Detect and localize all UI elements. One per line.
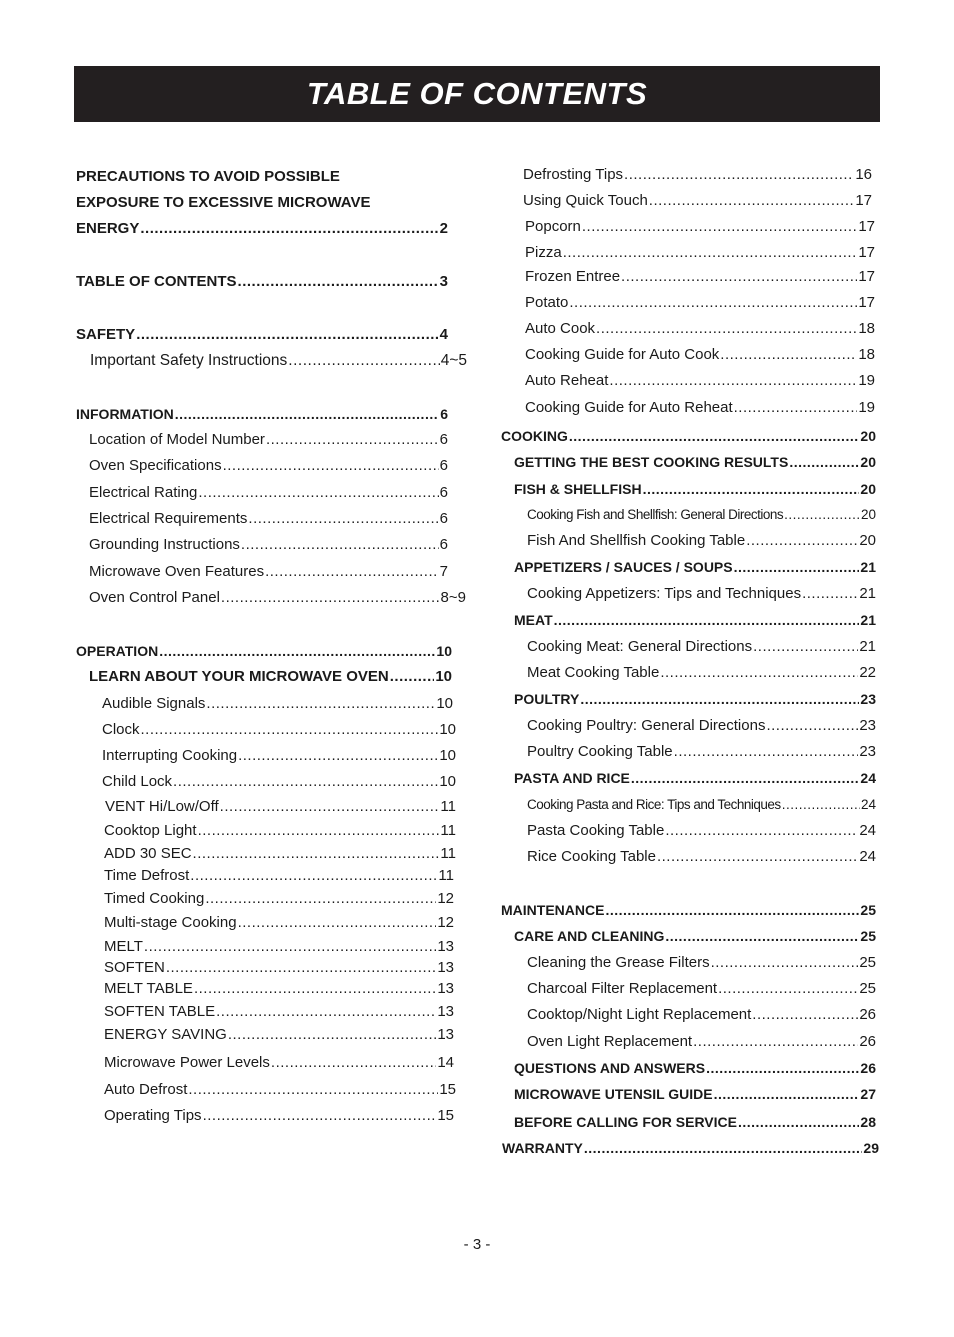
toc-page-number: 19 (858, 372, 875, 389)
toc-entry-text: Microwave Power Levels (104, 1054, 270, 1071)
toc-entry-text: CARE AND CLEANING (514, 928, 665, 944)
toc-leader-dots (198, 483, 438, 503)
toc-entry[interactable] (89, 588, 466, 608)
toc-page-number: 6 (439, 457, 448, 474)
toc-entry[interactable] (104, 1080, 456, 1100)
toc-entry-text: Operating Tips (104, 1107, 202, 1124)
toc-leader-dots (188, 1080, 438, 1100)
toc-page-number: 23 (859, 717, 876, 734)
toc-entry-text: WARRANTY (502, 1140, 583, 1156)
toc-page-number: 25 (860, 928, 876, 944)
toc-entry-text: Child Lock (102, 773, 173, 790)
toc-entry-text: Meat Cooking Table (527, 664, 660, 681)
toc-leader-dots (194, 979, 436, 999)
toc-page-number: 26 (860, 1060, 876, 1076)
toc-entry[interactable] (525, 267, 875, 287)
toc-entry-text: TABLE OF CONTENTS (76, 273, 237, 290)
toc-page-number: 21 (859, 638, 876, 655)
toc-leader-dots (714, 1084, 860, 1104)
toc-leader-dots (718, 979, 858, 999)
toc-page-number: 11 (440, 798, 456, 815)
toc-page-number: 24 (859, 848, 876, 865)
toc-entry-text: POULTRY (514, 691, 580, 707)
toc-leader-dots (141, 720, 439, 740)
toc-entry[interactable] (89, 667, 452, 687)
toc-page-number: 25 (860, 902, 876, 918)
toc-leader-dots (238, 272, 439, 292)
toc-entry[interactable] (104, 958, 454, 978)
toc-page-number: 18 (858, 320, 875, 337)
toc-page-number: 23 (860, 691, 876, 707)
toc-leader-dots (584, 1138, 863, 1158)
toc-page-number: 24 (860, 797, 876, 812)
toc-leader-dots (266, 430, 439, 450)
toc-leader-dots (784, 505, 860, 525)
toc-entry[interactable] (514, 610, 876, 630)
toc-entry[interactable] (514, 452, 876, 472)
toc-leader-dots (220, 797, 440, 817)
toc-entry[interactable] (501, 900, 876, 920)
toc-entry[interactable] (514, 768, 876, 788)
toc-entry-text: Cooking Guide for Auto Reheat (525, 399, 733, 416)
toc-entry-text: Charcoal Filter Replacement (527, 980, 718, 997)
toc-entry[interactable] (89, 430, 448, 450)
toc-page-number: 14 (437, 1054, 454, 1071)
toc-entry-text: GETTING THE BEST COOKING RESULTS (514, 454, 789, 470)
toc-page-number: 23 (859, 743, 876, 760)
toc-leader-dots (159, 641, 435, 661)
toc-entry[interactable] (102, 746, 456, 766)
toc-page-number: 11 (440, 845, 456, 862)
toc-entry[interactable] (76, 325, 448, 345)
toc-leader-dots (241, 535, 439, 555)
toc-entry-text: Grounding Instructions (89, 536, 240, 553)
toc-page-number: 20 (860, 454, 876, 470)
toc-page-number: 19 (858, 399, 875, 416)
toc-entry-text: BEFORE CALLING FOR SERVICE (514, 1114, 737, 1130)
toc-leader-dots (569, 293, 857, 313)
toc-entry[interactable] (525, 398, 875, 418)
toc-entry-text: LEARN ABOUT YOUR MICROWAVE OVEN (89, 668, 389, 685)
toc-leader-dots (693, 1032, 858, 1052)
toc-entry-text: MEAT (514, 612, 553, 628)
toc-entry-text: Location of Model Number (89, 431, 265, 448)
toc-page-number: 21 (859, 585, 876, 602)
toc-page-number: 10 (436, 695, 453, 712)
toc-page-number: 13 (437, 1026, 454, 1043)
toc-entry[interactable] (104, 937, 454, 957)
toc-entry[interactable] (76, 404, 448, 424)
toc-page-number: 18 (858, 346, 875, 363)
toc-leader-dots (596, 319, 857, 339)
toc-entry-text: Electrical Requirements (89, 510, 248, 527)
toc-entry[interactable] (527, 795, 876, 815)
toc-leader-dots (711, 953, 859, 973)
toc-page-number: 6 (439, 536, 448, 553)
toc-entry-text: Oven Specifications (89, 457, 222, 474)
toc-entry[interactable] (527, 663, 876, 683)
toc-entry-text: Cleaning the Grease Filters (527, 954, 710, 971)
toc-leader-dots (631, 768, 860, 788)
toc-leader-dots (782, 795, 860, 815)
toc-entry[interactable] (502, 1138, 879, 1158)
toc-leader-dots (265, 562, 439, 582)
toc-entry[interactable] (527, 505, 876, 525)
toc-entry-precautions[interactable] (76, 219, 448, 239)
toc-leader-dots (605, 900, 859, 920)
toc-leader-dots (198, 821, 440, 841)
toc-page-number: 17 (858, 244, 875, 261)
toc-entry[interactable] (102, 772, 456, 792)
toc-leader-dots (649, 191, 855, 211)
toc-entry[interactable] (514, 1112, 876, 1132)
toc-page-number: 15 (439, 1081, 456, 1098)
toc-entry[interactable] (104, 1002, 454, 1022)
toc-page-number: 10 (435, 668, 452, 685)
toc-entry-text: SOFTEN TABLE (104, 1003, 216, 1020)
toc-page-number: 6 (440, 406, 448, 422)
toc-entry-text: Audible Signals (102, 695, 206, 712)
toc-entry[interactable] (104, 979, 454, 999)
toc-leader-dots (569, 426, 860, 446)
toc-entry-text: Cooking Appetizers: Tips and Techniques (527, 585, 802, 602)
toc-leader-dots (205, 889, 436, 909)
toc-entry-text: Oven Control Panel (89, 589, 220, 606)
toc-entry-text: Oven Light Replacement (527, 1033, 693, 1050)
toc-entry[interactable] (523, 165, 872, 185)
toc-page-number: 20 (859, 532, 876, 549)
toc-leader-dots (238, 913, 437, 933)
toc-leader-dots (734, 398, 858, 418)
toc-leader-dots (140, 219, 438, 239)
toc-heading-precautions-line1: PRECAUTIONS TO AVOID POSSIBLE (76, 168, 340, 185)
toc-page-number: 4~5 (440, 352, 467, 369)
toc-entry[interactable] (523, 191, 872, 211)
toc-page-number: 27 (860, 1086, 876, 1102)
toc-entry[interactable] (527, 742, 876, 762)
toc-page-number: 3 (439, 273, 448, 290)
toc-entry[interactable] (89, 562, 448, 582)
toc-leader-dots (144, 937, 436, 957)
toc-entry[interactable] (525, 243, 875, 263)
toc-leader-dots (609, 371, 857, 391)
toc-page-number: 10 (439, 773, 456, 790)
toc-page-number: 13 (437, 980, 454, 997)
toc-entry-text: Auto Reheat (525, 372, 609, 389)
toc-page-number: 13 (437, 1003, 454, 1020)
toc-entry[interactable] (89, 535, 448, 555)
toc-entry[interactable] (514, 1058, 876, 1078)
toc-entry-text: Cooking Poultry: General Directions (527, 717, 766, 734)
toc-entry-text: Cooktop/Night Light Replacement (527, 1006, 752, 1023)
toc-page-number: 11 (438, 867, 454, 884)
toc-leader-dots (789, 452, 859, 472)
toc-entry[interactable] (104, 889, 454, 909)
toc-entry[interactable] (525, 293, 875, 313)
toc-entry-text: SAFETY (76, 326, 136, 343)
toc-entry[interactable] (527, 1032, 876, 1052)
toc-leader-dots (657, 847, 858, 867)
toc-entry-text: OPERATION (76, 643, 159, 659)
toc-entry-text: Important Safety Instructions (90, 352, 288, 369)
toc-page-number: 26 (859, 1033, 876, 1050)
toc-entry[interactable] (527, 953, 876, 973)
toc-leader-dots (563, 243, 858, 263)
toc-leader-dots (766, 716, 858, 736)
toc-entry-text: Defrosting Tips (523, 166, 624, 183)
toc-entry-text: MELT TABLE (104, 980, 193, 997)
toc-page-number: 10 (436, 643, 452, 659)
toc-page-number: 13 (437, 938, 454, 955)
toc-page-number: 6 (439, 484, 448, 501)
toc-leader-dots (738, 1112, 859, 1132)
toc-entry-text: QUESTIONS AND ANSWERS (514, 1060, 706, 1076)
toc-leader-dots (221, 588, 440, 608)
toc-entry[interactable] (105, 797, 456, 817)
toc-page-number: 24 (859, 822, 876, 839)
toc-entry[interactable] (104, 866, 454, 886)
toc-entry[interactable] (104, 1053, 454, 1073)
toc-page-number: 10 (439, 721, 456, 738)
toc-entry[interactable] (104, 913, 454, 933)
toc-entry[interactable] (104, 1025, 454, 1045)
toc-leader-dots (288, 351, 439, 371)
toc-page-number: 15 (437, 1107, 454, 1124)
toc-leader-dots (271, 1053, 436, 1073)
toc-leader-dots (166, 958, 436, 978)
page-number: - 3 - (463, 1236, 491, 1253)
toc-entry-text: Auto Cook (525, 320, 596, 337)
toc-entry[interactable] (527, 821, 876, 841)
toc-entry-text: Pizza (525, 244, 562, 261)
toc-leader-dots (665, 926, 859, 946)
toc-entry-text: MICROWAVE UTENSIL GUIDE (514, 1086, 713, 1102)
toc-entry[interactable] (527, 584, 876, 604)
toc-entry[interactable] (527, 716, 876, 736)
toc-entry-text: PASTA AND RICE (514, 770, 630, 786)
toc-entry-text: Using Quick Touch (523, 192, 648, 209)
toc-leader-dots (248, 509, 438, 529)
toc-leader-dots (190, 866, 437, 886)
toc-page-number: 29 (863, 1140, 879, 1156)
toc-entry-text: Frozen Entree (525, 268, 621, 285)
toc-page-number: 13 (437, 959, 454, 976)
toc-entry[interactable] (514, 689, 876, 709)
toc-leader-dots (216, 1002, 436, 1022)
toc-entry-text: ADD 30 SEC (104, 845, 192, 862)
toc-entry-text: INFORMATION (76, 406, 174, 422)
toc-entry-text: Cooking Pasta and Rice: Tips and Techniques (527, 797, 781, 812)
toc-leader-dots (582, 217, 857, 237)
toc-leader-dots (665, 821, 858, 841)
toc-entry[interactable] (104, 821, 456, 841)
toc-leader-dots (136, 325, 438, 345)
toc-entry-text: Cooking Meat: General Directions (527, 638, 753, 655)
toc-page-number: 17 (858, 294, 875, 311)
toc-entry-text: FISH & SHELLFISH (514, 481, 642, 497)
toc-page-number: 20 (860, 481, 876, 497)
toc-page-number: 25 (859, 980, 876, 997)
toc-entry-text: Microwave Oven Features (89, 563, 265, 580)
toc-leader-dots (554, 610, 860, 630)
toc-page-number: 12 (437, 914, 454, 931)
toc-page-number: 17 (858, 218, 875, 235)
toc-entry[interactable] (514, 479, 876, 499)
toc-page-number: 21 (860, 612, 876, 628)
toc-entry[interactable] (102, 694, 453, 714)
toc-entry[interactable] (514, 1084, 876, 1104)
toc-page-number: 28 (860, 1114, 876, 1130)
toc-entry-text: Timed Cooking (104, 890, 205, 907)
toc-entry-text: Clock (102, 721, 140, 738)
toc-entry-text: Multi-stage Cooking (104, 914, 237, 931)
toc-entry[interactable] (525, 319, 875, 339)
toc-entry-text: Time Defrost (104, 867, 190, 884)
toc-page-number: 21 (860, 559, 876, 575)
toc-entry[interactable] (90, 351, 467, 371)
toc-page-number: 20 (860, 428, 876, 444)
toc-page-number: 2 (439, 220, 448, 237)
toc-leader-dots (802, 584, 858, 604)
toc-entry-text: Electrical Rating (89, 484, 198, 501)
toc-leader-dots (624, 165, 854, 185)
title-banner (74, 66, 880, 122)
toc-leader-dots (193, 844, 440, 864)
toc-entry[interactable] (514, 557, 876, 577)
toc-leader-dots (390, 667, 435, 687)
toc-leader-dots (223, 456, 439, 476)
page-title: TABLE OF CONTENTS (306, 76, 648, 111)
toc-entry-text: Cooking Guide for Auto Cook (525, 346, 720, 363)
toc-heading-precautions-line2: EXPOSURE TO EXCESSIVE MICROWAVE (76, 194, 371, 211)
toc-entry[interactable] (527, 847, 876, 867)
toc-page-number: 8~9 (440, 589, 466, 606)
toc-leader-dots (746, 531, 858, 551)
toc-leader-dots (580, 689, 859, 709)
toc-leader-dots (706, 1058, 859, 1078)
toc-entry-text: Cooktop Light (104, 822, 197, 839)
toc-entry[interactable] (76, 641, 452, 661)
toc-entry[interactable] (527, 979, 876, 999)
toc-entry-text: COOKING (501, 428, 568, 444)
toc-page-number: 20 (860, 507, 876, 522)
toc-page-number: 26 (859, 1006, 876, 1023)
toc-leader-dots (238, 746, 438, 766)
toc-page-number: 4 (439, 326, 448, 343)
toc-entry-text: ENERGY (76, 220, 140, 237)
toc-entry[interactable] (89, 509, 448, 529)
toc-entry[interactable] (104, 844, 456, 864)
toc-entry-text: ENERGY SAVING (104, 1026, 227, 1043)
toc-entry-text: Pasta Cooking Table (527, 822, 665, 839)
toc-entry[interactable] (527, 637, 876, 657)
toc-entry-text: SOFTEN (104, 959, 165, 976)
toc-entry[interactable] (89, 456, 448, 476)
toc-page-number: 22 (859, 664, 876, 681)
toc-leader-dots (643, 479, 860, 499)
toc-entry-text: Potato (525, 294, 569, 311)
toc-leader-dots (674, 742, 859, 762)
toc-entry[interactable] (525, 217, 875, 237)
toc-page-number: 24 (860, 770, 876, 786)
toc-leader-dots (228, 1025, 437, 1045)
toc-page-number: 7 (439, 563, 448, 580)
toc-page-number: 25 (859, 954, 876, 971)
toc-entry[interactable] (514, 926, 876, 946)
toc-entry[interactable] (527, 1005, 876, 1025)
toc-leader-dots (621, 267, 857, 287)
toc-page-number: 6 (439, 510, 448, 527)
toc-leader-dots (752, 1005, 858, 1025)
toc-entry[interactable] (501, 426, 876, 446)
toc-leader-dots (753, 637, 858, 657)
toc-page-number: 12 (437, 890, 454, 907)
toc-leader-dots (173, 772, 438, 792)
toc-entry-text: Popcorn (525, 218, 581, 235)
toc-leader-dots (660, 663, 858, 683)
toc-entry[interactable] (525, 345, 875, 365)
toc-page-number: 16 (855, 166, 872, 183)
toc-entry[interactable] (104, 1106, 454, 1126)
toc-entry[interactable] (525, 371, 875, 391)
toc-entry-text: Cooking Fish and Shellfish: General Directions (527, 507, 784, 522)
toc-entry-text: MAINTENANCE (501, 902, 605, 918)
toc-entry-text: Rice Cooking Table (527, 848, 656, 865)
toc-page-number: 11 (440, 822, 456, 839)
toc-entry-text: Interrupting Cooking (102, 747, 238, 764)
toc-page-number: 17 (855, 192, 872, 209)
toc-entry[interactable] (527, 531, 876, 551)
toc-entry[interactable] (76, 272, 448, 292)
toc-entry[interactable] (102, 720, 456, 740)
toc-entry-text: VENT Hi/Low/Off (105, 798, 219, 815)
toc-entry[interactable] (89, 483, 448, 503)
toc-leader-dots (720, 345, 857, 365)
toc-entry-text: Auto Defrost (104, 1081, 188, 1098)
toc-leader-dots (175, 404, 439, 424)
toc-entry-text: Poultry Cooking Table (527, 743, 673, 760)
toc-entry-text: Fish And Shellfish Cooking Table (527, 532, 746, 549)
toc-entry-text: MELT (104, 938, 143, 955)
toc-page-number: 6 (439, 431, 448, 448)
toc-page-number: 10 (439, 747, 456, 764)
toc-leader-dots (206, 694, 435, 714)
toc-leader-dots (734, 557, 860, 577)
toc-leader-dots (203, 1106, 437, 1126)
toc-entry-text: APPETIZERS / SAUCES / SOUPS (514, 559, 733, 575)
toc-page-number: 17 (858, 268, 875, 285)
